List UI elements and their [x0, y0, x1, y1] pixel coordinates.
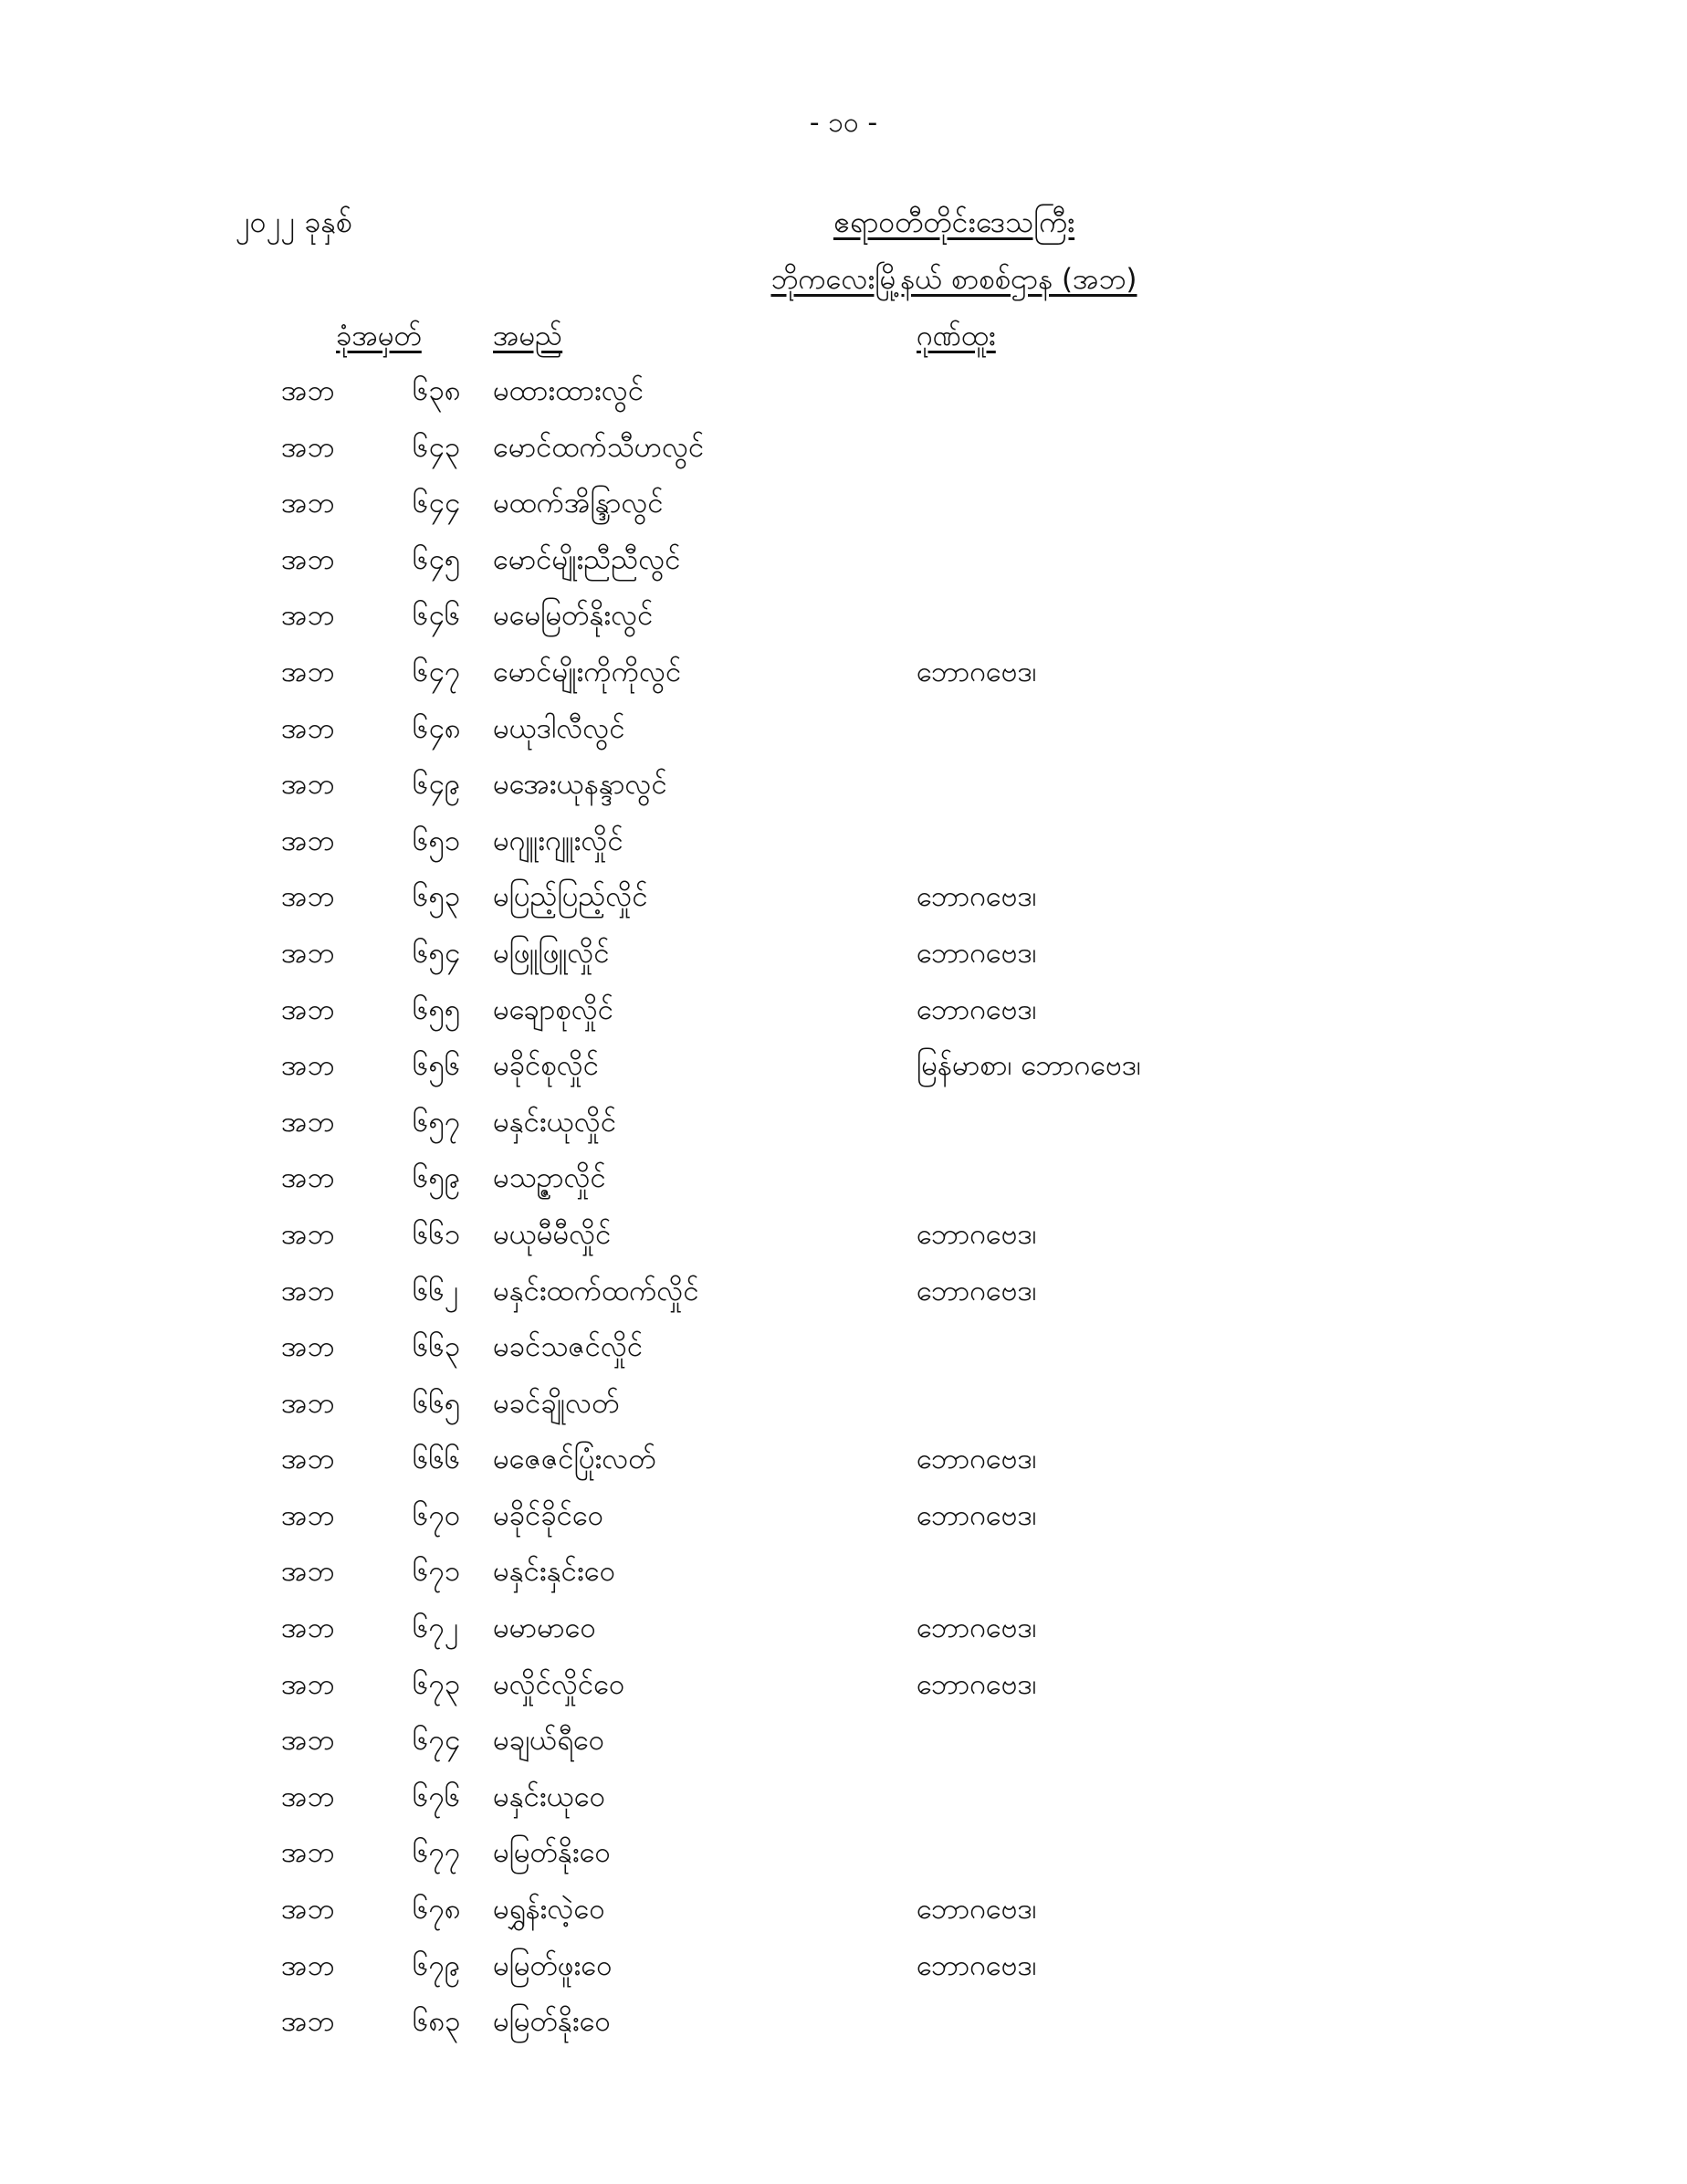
roll-number: ၆၇၆ [413, 1780, 461, 1813]
roll-prefix: အဘ [281, 1161, 335, 1195]
result-row [0, 1553, 1687, 1610]
page-number: - ၁၀ - [809, 107, 878, 139]
student-name: မောင်မျိုးညီညီလွင် [493, 542, 681, 576]
result-row [0, 1722, 1687, 1779]
roll-number: ၆၆၅ [413, 1386, 461, 1420]
roll-prefix: အဘ [281, 1386, 335, 1420]
roll-number: ၆၈၃ [413, 2005, 461, 2039]
result-row [0, 992, 1687, 1048]
student-name: မမြတ်နိုးဝေ [493, 1836, 611, 1870]
roll-number: ၆၅၉ [413, 1161, 461, 1195]
roll-prefix: အဘ [281, 1948, 335, 1982]
result-row [0, 1497, 1687, 1554]
student-name: မောင်ထက်သီဟလွင် [493, 430, 705, 464]
result-row [0, 1891, 1687, 1948]
roll-prefix: အဘ [281, 1049, 335, 1083]
column-header-name [493, 318, 562, 360]
roll-prefix: အဘ [281, 711, 335, 745]
roll-prefix: အဘ [281, 1836, 335, 1870]
student-name: မသဉ္ဇာလှိုင် [493, 1161, 606, 1195]
distinction-subjects: ဘောဂဗေဒ၊ [917, 1948, 1037, 1982]
result-row [0, 1666, 1687, 1723]
column-header-name-text: အမည် [493, 320, 563, 352]
result-row [0, 823, 1687, 879]
column-header-distinction-text: ဂုဏ်ထူး [917, 320, 996, 352]
result-row [0, 1385, 1687, 1442]
student-name: မနှင်းယုလှိုင် [493, 1105, 617, 1139]
result-row [0, 485, 1687, 541]
column-header-roll-number-text: ခုံအမှတ် [336, 320, 422, 352]
student-name: မခင်သဇင်လှိုင် [493, 1330, 644, 1364]
roll-number: ၆၅၆ [413, 1049, 461, 1083]
student-name: မအေးယုနန္ဒာလွင် [493, 768, 667, 802]
roll-number: ၆၄၉ [413, 768, 461, 802]
distinction-subjects: ဘောဂဗေဒ၊ [917, 1443, 1037, 1476]
roll-number: ၆၆၂ [413, 1274, 459, 1307]
result-row [0, 597, 1687, 654]
roll-number: ၆၅၁ [413, 824, 461, 857]
roll-prefix: အဘ [281, 1217, 335, 1251]
result-row [0, 1216, 1687, 1273]
result-row [0, 710, 1687, 767]
result-row [0, 878, 1687, 935]
roll-number: ၆၇၁ [413, 1555, 461, 1589]
roll-prefix: အဘ [281, 374, 335, 407]
region-title-text: ဧရာဝတီတိုင်းဒေသကြီး [833, 205, 1075, 239]
roll-prefix: အဘ [281, 542, 335, 576]
result-row [0, 1047, 1687, 1104]
result-row [0, 935, 1687, 992]
distinction-subjects: ဘောဂဗေဒ၊ [917, 1217, 1037, 1251]
roll-prefix: အဘ [281, 880, 335, 914]
result-row [0, 1328, 1687, 1385]
student-name: မမာမာဝေ [493, 1612, 596, 1645]
student-name: မမေမြတ်နိုးလွင် [493, 599, 654, 633]
result-row [0, 541, 1687, 598]
roll-number: ၆၅၄ [413, 936, 461, 970]
roll-number: ၆၆၁ [413, 1217, 461, 1251]
roll-number: ၆၄၇ [413, 655, 461, 688]
student-name: မခိုင်ခိုင်ဝေ [493, 1498, 604, 1532]
student-name: မခင်ချိုလတ် [493, 1386, 620, 1420]
distinction-subjects: ဘောဂဗေဒ၊ [917, 1893, 1037, 1927]
student-name: မထက်အိန္ဒြာလွင် [493, 487, 664, 520]
student-name: မဂျူးဂျူးလှိုင် [493, 824, 623, 857]
roll-prefix: အဘ [281, 599, 335, 633]
result-row [0, 373, 1687, 429]
student-name: မောင်မျိုးကိုကိုလွင် [493, 655, 682, 688]
student-name: မချယ်ရီဝေ [493, 1724, 605, 1758]
result-row [0, 654, 1687, 710]
roll-prefix: အဘ [281, 936, 335, 970]
column-header-roll-number [336, 318, 422, 360]
roll-number: ၆၅၃ [413, 880, 461, 914]
roll-prefix: အဘ [281, 1724, 335, 1758]
roll-prefix: အဘ [281, 1330, 335, 1364]
roll-number: ၆၆၃ [413, 1330, 461, 1364]
student-name: မထားထားလွင် [493, 374, 644, 407]
roll-prefix: အဘ [281, 768, 335, 802]
result-row [0, 1160, 1687, 1216]
roll-number: ၆၄၈ [413, 711, 461, 745]
results-list [0, 373, 1687, 2060]
result-row [0, 429, 1687, 486]
distinction-subjects: ဘောဂဗေဒ၊ [917, 1274, 1037, 1307]
roll-number: ၆၆၆ [413, 1443, 461, 1476]
result-row [0, 1834, 1687, 1891]
result-row [0, 1610, 1687, 1666]
result-row [0, 766, 1687, 823]
roll-prefix: အဘ [281, 1105, 335, 1139]
exam-center-text: ဘိုကလေးမြို့နယ် စာစစ်ဌာန (အဘ) [770, 263, 1137, 296]
distinction-subjects: ဘောဂဗေဒ၊ [917, 1612, 1037, 1645]
roll-prefix: အဘ [281, 2005, 335, 2039]
roll-prefix: အဘ [281, 1443, 335, 1476]
roll-prefix: အဘ [281, 1667, 335, 1701]
student-name: မယုမီမီလှိုင် [493, 1217, 612, 1251]
roll-number: ၆၄၃ [413, 430, 461, 464]
roll-number: ၆၇၇ [413, 1836, 461, 1870]
student-name: မရွှန်းလဲ့ဝေ [493, 1893, 605, 1927]
result-row [0, 1273, 1687, 1329]
roll-prefix: အဘ [281, 1274, 335, 1307]
student-name: မခိုင်စုလှိုင် [493, 1049, 600, 1083]
distinction-subjects: ဘောဂဗေဒ၊ [917, 1667, 1037, 1701]
student-name: မနှင်းယုဝေ [493, 1780, 606, 1813]
roll-prefix: အဘ [281, 992, 335, 1026]
roll-number: ၆၃၈ [413, 374, 461, 407]
roll-number: ၆၇၀ [413, 1498, 461, 1532]
student-name: မယုဒါလီလွင် [493, 711, 625, 745]
student-name: မပြည့်ပြည့်လှိုင် [493, 880, 648, 914]
distinction-subjects: မြန်မာစာ၊ ဘောဂဗေဒ၊ [917, 1049, 1141, 1083]
column-header-distinction [917, 318, 996, 360]
distinction-subjects: ဘောဂဗေဒ၊ [917, 1498, 1037, 1532]
student-name: မမြတ်ဖူးဝေ [493, 1948, 613, 1982]
region-title [0, 203, 1687, 247]
roll-number: ၆၇၂ [413, 1612, 459, 1645]
result-row [0, 2003, 1687, 2060]
roll-prefix: အဘ [281, 1893, 335, 1927]
roll-prefix: အဘ [281, 655, 335, 688]
result-row [0, 1441, 1687, 1497]
roll-prefix: အဘ [281, 1498, 335, 1532]
roll-prefix: အဘ [281, 430, 335, 464]
distinction-subjects: ဘောဂဗေဒ၊ [917, 880, 1037, 914]
roll-number: ၆၅၅ [413, 992, 461, 1026]
roll-number: ၆၄၄ [413, 487, 461, 520]
student-name: မနှင်းထက်ထက်လှိုင် [493, 1274, 699, 1307]
result-row [0, 1948, 1687, 2004]
student-name: မချောစုလှိုင် [493, 992, 614, 1026]
roll-prefix: အဘ [281, 1780, 335, 1813]
exam-center-title [0, 261, 1687, 303]
roll-number: ၆၄၆ [413, 599, 461, 633]
roll-prefix: အဘ [281, 824, 335, 857]
student-name: မမြတ်နိုးဝေ [493, 2005, 611, 2039]
student-name: မလှိုင်လှိုင်ဝေ [493, 1667, 625, 1701]
roll-number: ၆၅၇ [413, 1105, 461, 1139]
roll-prefix: အဘ [281, 1612, 335, 1645]
distinction-subjects: ဘောဂဗေဒ၊ [917, 655, 1037, 688]
roll-prefix: အဘ [281, 487, 335, 520]
roll-number: ၆၇၈ [413, 1893, 461, 1927]
distinction-subjects: ဘောဂဗေဒ၊ [917, 992, 1037, 1026]
roll-number: ၆၇၃ [413, 1667, 461, 1701]
roll-number: ၆၄၅ [413, 542, 461, 576]
roll-number: ၆၇၄ [413, 1724, 461, 1758]
student-name: မဇေဇင်ပြုံးလတ် [493, 1443, 656, 1476]
roll-prefix: အဘ [281, 1555, 335, 1589]
result-row [0, 1104, 1687, 1160]
student-name: မနှင်းနှင်းဝေ [493, 1555, 616, 1589]
exam-year: ၂၀၂၂ ခုနှစ် [236, 205, 352, 239]
distinction-subjects: ဘောဂဗေဒ၊ [917, 936, 1037, 970]
result-row [0, 1779, 1687, 1835]
student-name: မဖြူဖြူလှိုင် [493, 936, 610, 970]
roll-number: ၆၇၉ [413, 1948, 461, 1982]
